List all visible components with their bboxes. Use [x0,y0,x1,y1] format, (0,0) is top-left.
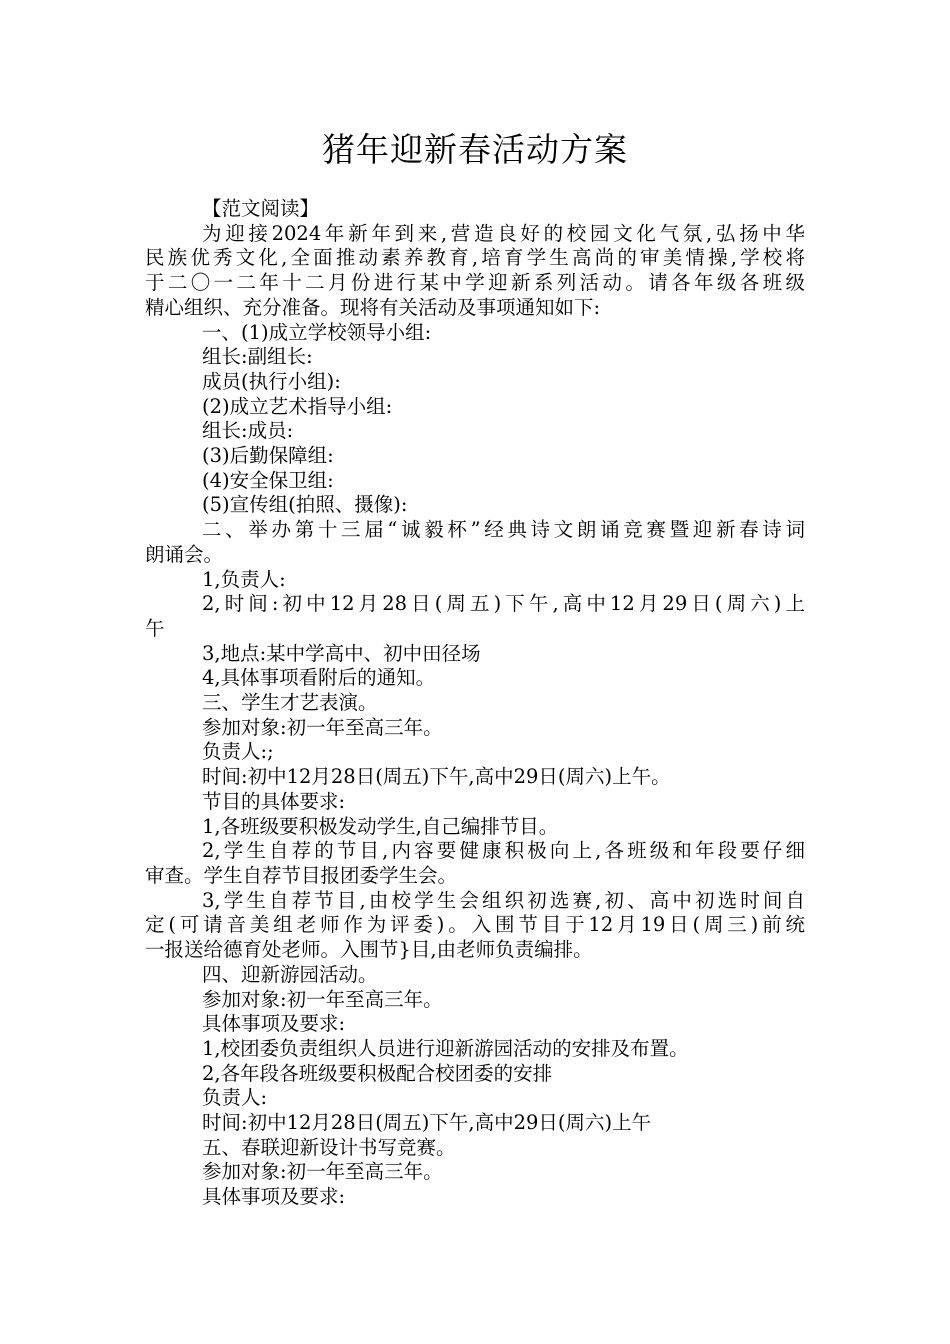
text-line: 精心组织、充分准备。现将有关活动及事项通知如下: [145,295,601,319]
text-line: 三、学生才艺表演。 [202,691,378,715]
text-line: (5)宣传组(拍照、摄像): [202,493,408,517]
document-body [145,197,805,1210]
text-line: 节目的具体要求: [202,789,346,813]
text-line: 一、(1)成立学校领导小组: [202,320,432,344]
text-line: 四、迎新游园活动。 [202,962,378,986]
text-line: 1,各班级要积极发动学生,自己编排节目。 [202,814,559,838]
text-line: 民族优秀文化,全面推动素养教育,培育学生高尚的审美情操,学校将 [145,246,805,270]
text-line: 五、春联迎新设计书写竞赛。 [202,1135,456,1159]
text-line: 2,各年段各班级要积极配合校团委的安排 [202,1061,553,1085]
text-line: (3)后勤保障组: [202,444,334,468]
text-line: (4)安全保卫组: [202,468,334,492]
text-line: 2,时间:初中12月28日(周五)下午,高中12月29日(周六)上 [202,592,805,616]
text-line: 具体事项及要求: [202,1185,346,1209]
text-line: 【范文阅读】 [202,197,320,220]
text-line: (2)成立艺术指导小组: [202,394,393,418]
text-line: 2,学生自荐的节目,内容要健康积极向上,各班级和年段要仔细 [202,839,805,863]
text-line: 参加对象:初一年至高三年。 [202,1160,443,1184]
document-title: 猪年迎新春活动方案 [322,130,628,169]
text-line: 1,校团委负责组织人员进行迎新游园活动的安排及布置。 [202,1036,689,1060]
text-line: 朗诵会。 [145,542,224,566]
text-line: 4,具体事项看附后的通知。 [202,666,436,690]
text-line: 午 [145,616,165,640]
text-line: 于二〇一二年十二月份进行某中学迎新系列活动。请各年级各班级 [145,271,805,295]
text-line: 3,学生自荐节目,由校学生会组织初选赛,初、高中初选时间自 [202,888,805,912]
text-line: 时间:初中12月28日(周五)下午,高中29日(周六)上午 [202,1111,652,1135]
text-line: 组长:副组长: [202,345,313,369]
text-line: 负责人: [202,1086,268,1110]
text-line: 为迎接2024年新年到来,营造良好的校园文化气氛,弘扬中华 [202,221,805,245]
text-line: 参加对象:初一年至高三年。 [202,715,443,739]
text-line: 组长:成员: [202,419,294,443]
text-line: 成员(执行小组): [202,369,341,393]
text-line: 二、举办第十三届“诚毅杯”经典诗文朗诵竞赛暨迎新春诗词 [202,518,805,542]
text-line: 一报送给德育处老师。入围节}目,由老师负责编排。 [145,938,593,962]
text-line: 负责人:; [202,740,274,764]
text-line: 时间:初中12月28日(周五)下午,高中29日(周六)上午。 [202,765,671,789]
text-line: 1,负责人: [202,567,286,591]
text-line: 参加对象:初一年至高三年。 [202,987,443,1011]
text-line: 具体事项及要求: [202,1012,346,1036]
text-line: 3,地点:某中学高中、初中田径场 [202,641,481,665]
text-line: 审查。学生自荐节目报团委学生会。 [145,863,458,887]
text-line: 定(可请音美组老师作为评委)。入围节目于12月19日(周三)前统 [145,913,805,937]
